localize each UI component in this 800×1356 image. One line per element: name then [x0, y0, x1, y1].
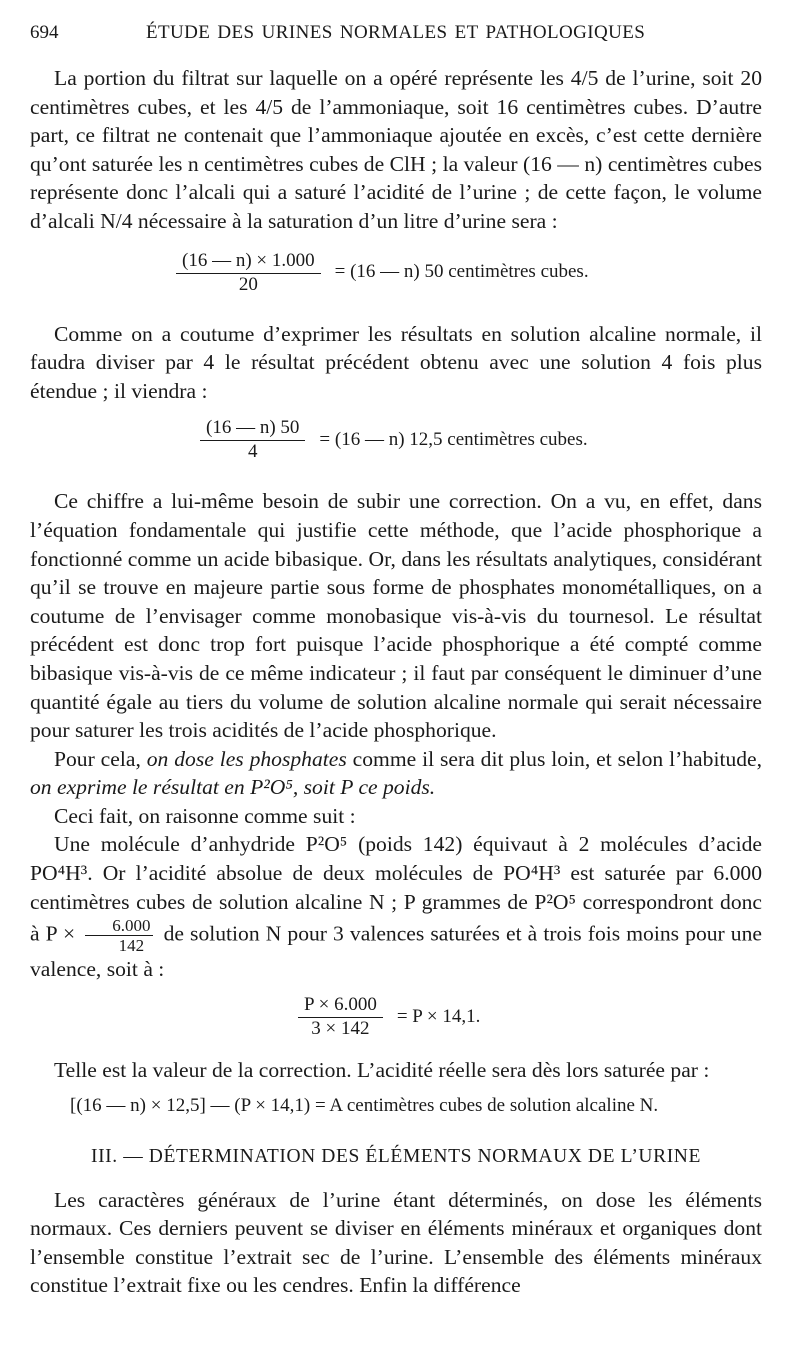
text-fragment: Une molécule d’anhydride P²O⁵ (poids 142) équivaut à 2 molécules d’acide PO⁴H³. Or l’acidité absolue de deux molécules de PO⁴H³ est saturée par 6.000 centimètres cubes de solution alcaline N ; P grammes de P²O⁵ correspondront donc à P ×	[30, 832, 762, 946]
paragraph-phosphates	[30, 745, 762, 802]
paragraph-real-acidity: Telle est la valeur de la correction. L’acidité réelle sera dès lors saturée par :	[54, 1057, 710, 1082]
formula-correction-factor	[298, 994, 762, 1040]
emphasis-text: on exprime le résultat en P²O⁵, soit P ce poids.	[30, 775, 436, 800]
running-head: ÉTUDE DES URINES NORMALES ET PATHOLOGIQUES	[146, 22, 646, 43]
formula-real-acidity: [(16 — n) × 12,5] — (P × 14,1) = A centimètres cubes de solution alcaline N.	[70, 1095, 659, 1117]
fraction-numerator: (16 — n) 50	[200, 417, 305, 441]
fraction-denominator: 142	[118, 936, 145, 956]
page-header	[30, 22, 762, 64]
paragraph-reasoning: Ceci fait, on raisonne comme suit :	[54, 803, 356, 828]
text-fragment: comme il sera dit plus loin, et selon l’habitude,	[352, 746, 763, 771]
fraction-numerator: 6.000	[85, 916, 153, 936]
formula-result: = (16 — n) 50 centimètres cubes.	[334, 261, 589, 283]
formula-result: = P × 14,1.	[396, 1005, 481, 1027]
formula-normal-solution	[200, 417, 762, 463]
page-body	[30, 64, 762, 1300]
text-fragment: Pour cela,	[54, 746, 141, 771]
fraction	[298, 994, 383, 1040]
formula-result: = (16 — n) 12,5 centimètres cubes.	[319, 429, 588, 451]
formula-saturation-litre	[176, 250, 762, 296]
paragraph-molecule	[30, 830, 762, 983]
paragraph-correction: Ce chiffre a lui-même besoin de subir une correction. On a vu, en effet, dans l’équation fondamentale qui justifie cette méthode, que l’acide phosphorique a fonctionné comme un acide bibasique. Or, dans les résultats analytiques, considérant qu’il se trouve en majeure partie sous forme de phosphates monométalliques, on a coutume de l’envisager comme monobasique vis-à-vis du tournesol. Le résultat précédent est donc trop fort puisque l’acide phosphorique a été compté comme bibasique vis-à-vis de ce même indicateur ; il faut par conséquent le diminuer d’une quantité égale au tiers du volume de solution alcaline normale qui serait nécessaire pour saturer les trois acidités de l’acide phosphorique.	[30, 489, 762, 743]
fraction	[200, 417, 305, 463]
fraction-numerator: P × 6.000	[298, 994, 383, 1018]
fraction-numerator: (16 — n) × 1.000	[176, 250, 321, 274]
fraction	[176, 250, 321, 296]
text-fragment: de solution N pour 3 valences saturées et à trois fois moins pour une valence, soit à :	[30, 921, 762, 982]
fraction-denominator: 3 × 142	[311, 1017, 370, 1039]
paragraph-filtrate: La portion du filtrat sur laquelle on a opéré représente les 4/5 de l’urine, soit 20 centimètres cubes, et les 4/5 de l’ammoniaque, soit 16 centimètres cubes. D’autre part, ce filtrat ne contenait que l’ammoniaque ajoutée en excès, c’est cette dernière qu’ont saturée les n centimètres cubes de ClH ; la valeur (16 — n) centimètres cubes représente donc l’alcali qui a saturé l’acidité de l’urine ; de cette façon, le volume d’alcali N/4 nécessaire à la saturation d’un litre d’urine sera :	[30, 66, 762, 233]
fraction-denominator: 20	[238, 273, 258, 295]
section-title: III. — DÉTERMINATION DES ÉLÉMENTS NORMAUX DE L’URINE	[90, 1146, 701, 1168]
paragraph-normal-solution: Comme on a coutume d’exprimer les résultats en solution alcaline normale, il faudra diviser par 4 le résultat précédent obtenu avec une solution 4 fois plus étendue ; il viendra :	[30, 321, 762, 403]
fraction-denominator: 4	[247, 441, 258, 463]
page-number: 694	[30, 22, 59, 43]
inline-fraction	[85, 916, 153, 955]
paragraph-normal-elements: Les caractères généraux de l’urine étant déterminés, on dose les éléments normaux. Ces derniers peuvent se diviser en éléments minéraux et organiques dont l’ensemble constitue l’extrait sec de l’urine. L’ensemble des éléments minéraux constitue l’extrait fixe ou les cendres. Enfin la différence	[30, 1187, 762, 1298]
emphasis-text: on dose les phosphates	[146, 746, 347, 771]
